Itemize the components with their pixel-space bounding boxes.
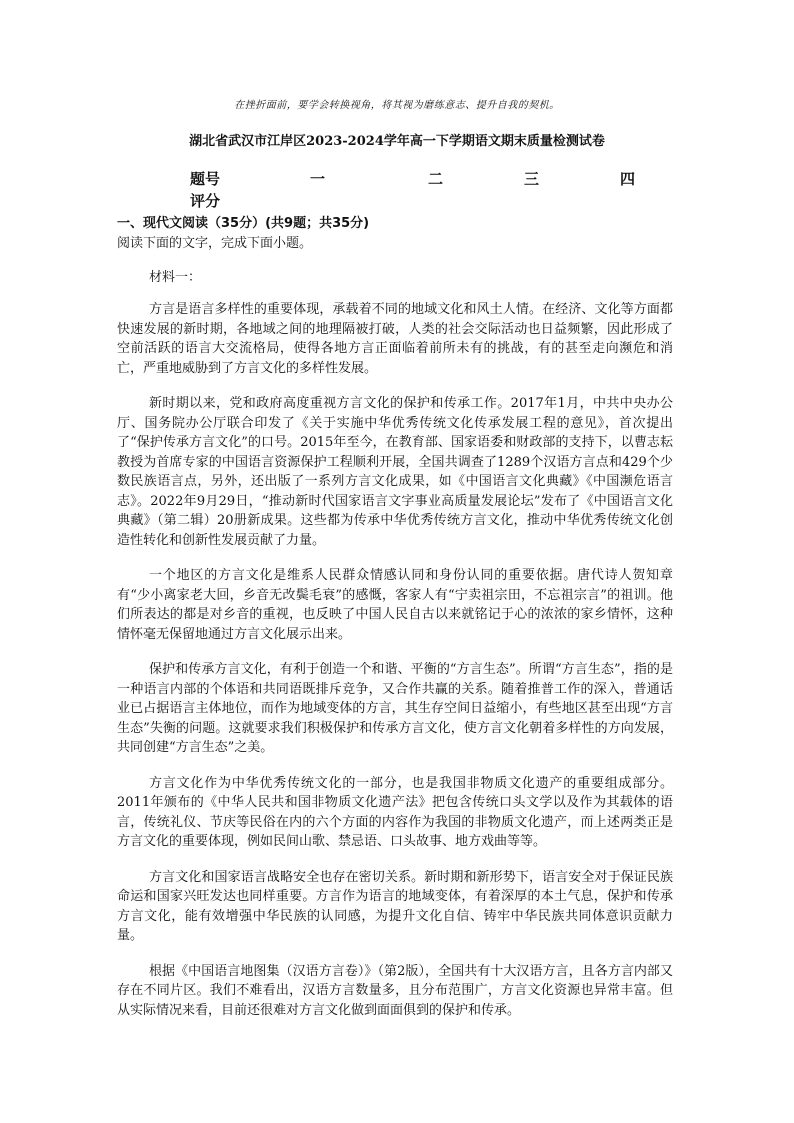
section-heading: 一、现代文阅读（35分）(共9题；共35分) <box>117 216 370 231</box>
passage-paragraph: 方言文化作为中华优秀传统文化的一部分，也是我国非物质文化遗产的重要组成部分。2011年颁布的《中华人民共和国非物质文化遗产法》把包含传统口头文学以及作为其载体的语言，传统礼仪、节庆等民俗在内的六个方面的内容作为我国的非物质文化遗产，而上述两类正是方言文化的重要体现，例如民间山歌、禁忌语、口头故事、地方戏曲等等。 <box>117 775 673 849</box>
score-table-col-2: 二 <box>428 170 444 188</box>
score-table-header-row <box>190 168 660 190</box>
passage-paragraph: 新时期以来，党和政府高度重视方言文化的保护和传承工作。2017年1月，中共中央办公厅、国务院办公厅联合印发了《关于实施中华优秀传统文化传承发展工程的意见》，首次提出了“保护传承方言文化”的口号。2015年至今，在教育部、国家语委和财政部的支持下，以曹志耘教授为首席专家的中国语言资源保护工程顺利开展，全国共调查了1289个汉语方言点和429个少数民族语言点，另外，还出版了一系列方言文化成果，如《中国语言文化典藏》《中国濒危语言志》。2022年9月29日，“推动新时代国家语言文字事业高质量发展论坛”发布了《中国语言文化典藏》（第二辑）20册新成果。这些都为传承中华优秀传统方言文化，推动中华优秀传统文化创造性转化和创新性发展贡献了力量。 <box>117 396 673 548</box>
passage-paragraph: 一个地区的方言文化是维系人民群众情感认同和身份认同的重要依据。唐代诗人贺知章有“少小离家老大回，乡音无改鬓毛衰”的感慨，客家人有“宁卖祖宗田，不忘祖宗言”的祖训。他们所表达的都是对乡音的重视，也反映了中国人民自古以来就铭记于心的浓浓的家乡情怀，这种情怀毫无保留地通过方言文化展示出来。 <box>117 568 673 642</box>
score-table-col-3: 三 <box>524 170 540 188</box>
passage-paragraph: 根据《中国语言地图集（汉语方言卷）》（第2版），全国共有十大汉语方言，且各方言内部又存在不同片区。我们不难看出，汉语方言数量多，且分布范围广，方言文化资源也异常丰富。但从实际情况来看，目前还很难对方言文化做到面面俱到的保护和传承。 <box>117 963 673 1018</box>
material-label: 材料一： <box>149 270 202 285</box>
score-table-label-number: 题号 <box>190 170 221 188</box>
passage-paragraph: 保护和传承方言文化，有利于创造一个和谐、平衡的“方言生态”。所谓“方言生态”，指的是一种语言内部的个体语和共同语既排斥竞争，又合作共赢的关系。随着推普工作的深入，普通话业已占据语言主体地位，而作为地域变体的方言，其生存空间日益缩小，有些地区甚至出现“方言生态”失衡的问题。这就要求我们积极保护和传承方言文化，使方言文化朝着多样性的方向发展，共同创建“方言生态”之美。 <box>117 662 673 755</box>
passage-paragraph: 方言文化和国家语言战略安全也存在密切关系。新时期和新形势下，语言安全对于保证民族命运和国家兴旺发达也同样重要。方言作为语言的地域变体，有着深厚的本土气息，保护和传承方言文化，能有效增强中华民族的认同感，为提升文化自信、铸牢中华民族共同体意识贡献力量。 <box>117 869 673 943</box>
passage-paragraph: 方言是语言多样性的重要体现，承载着不同的地域文化和风土人情。在经济、文化等方面都快速发展的新时期，各地域之间的地理隔被打破，人类的社会交际活动也日益频繁，因此形成了空前活跃的语言大交流格局，使得各地方言正面临着前所未有的挑战，有的甚至走向濒危和消亡，严重地威胁到了方言文化的多样性发展。 <box>117 302 673 376</box>
reading-instruction: 阅读下面的文字，完成下面小题。 <box>117 236 313 251</box>
score-table-score-row <box>190 190 660 212</box>
motto-line: 在挫折面前，要学会转换视角，将其视为磨练意志、提升自我的契机。 <box>234 100 560 111</box>
score-table-col-4: 四 <box>620 170 636 188</box>
score-table-col-1: 一 <box>310 170 326 188</box>
exam-title: 湖北省武汉市江岸区2023-2024学年高一下学期语文期末质量检测试卷 <box>189 134 605 149</box>
score-table <box>190 168 660 212</box>
passage-body <box>117 300 673 1036</box>
score-table-label-score: 评分 <box>190 192 221 210</box>
